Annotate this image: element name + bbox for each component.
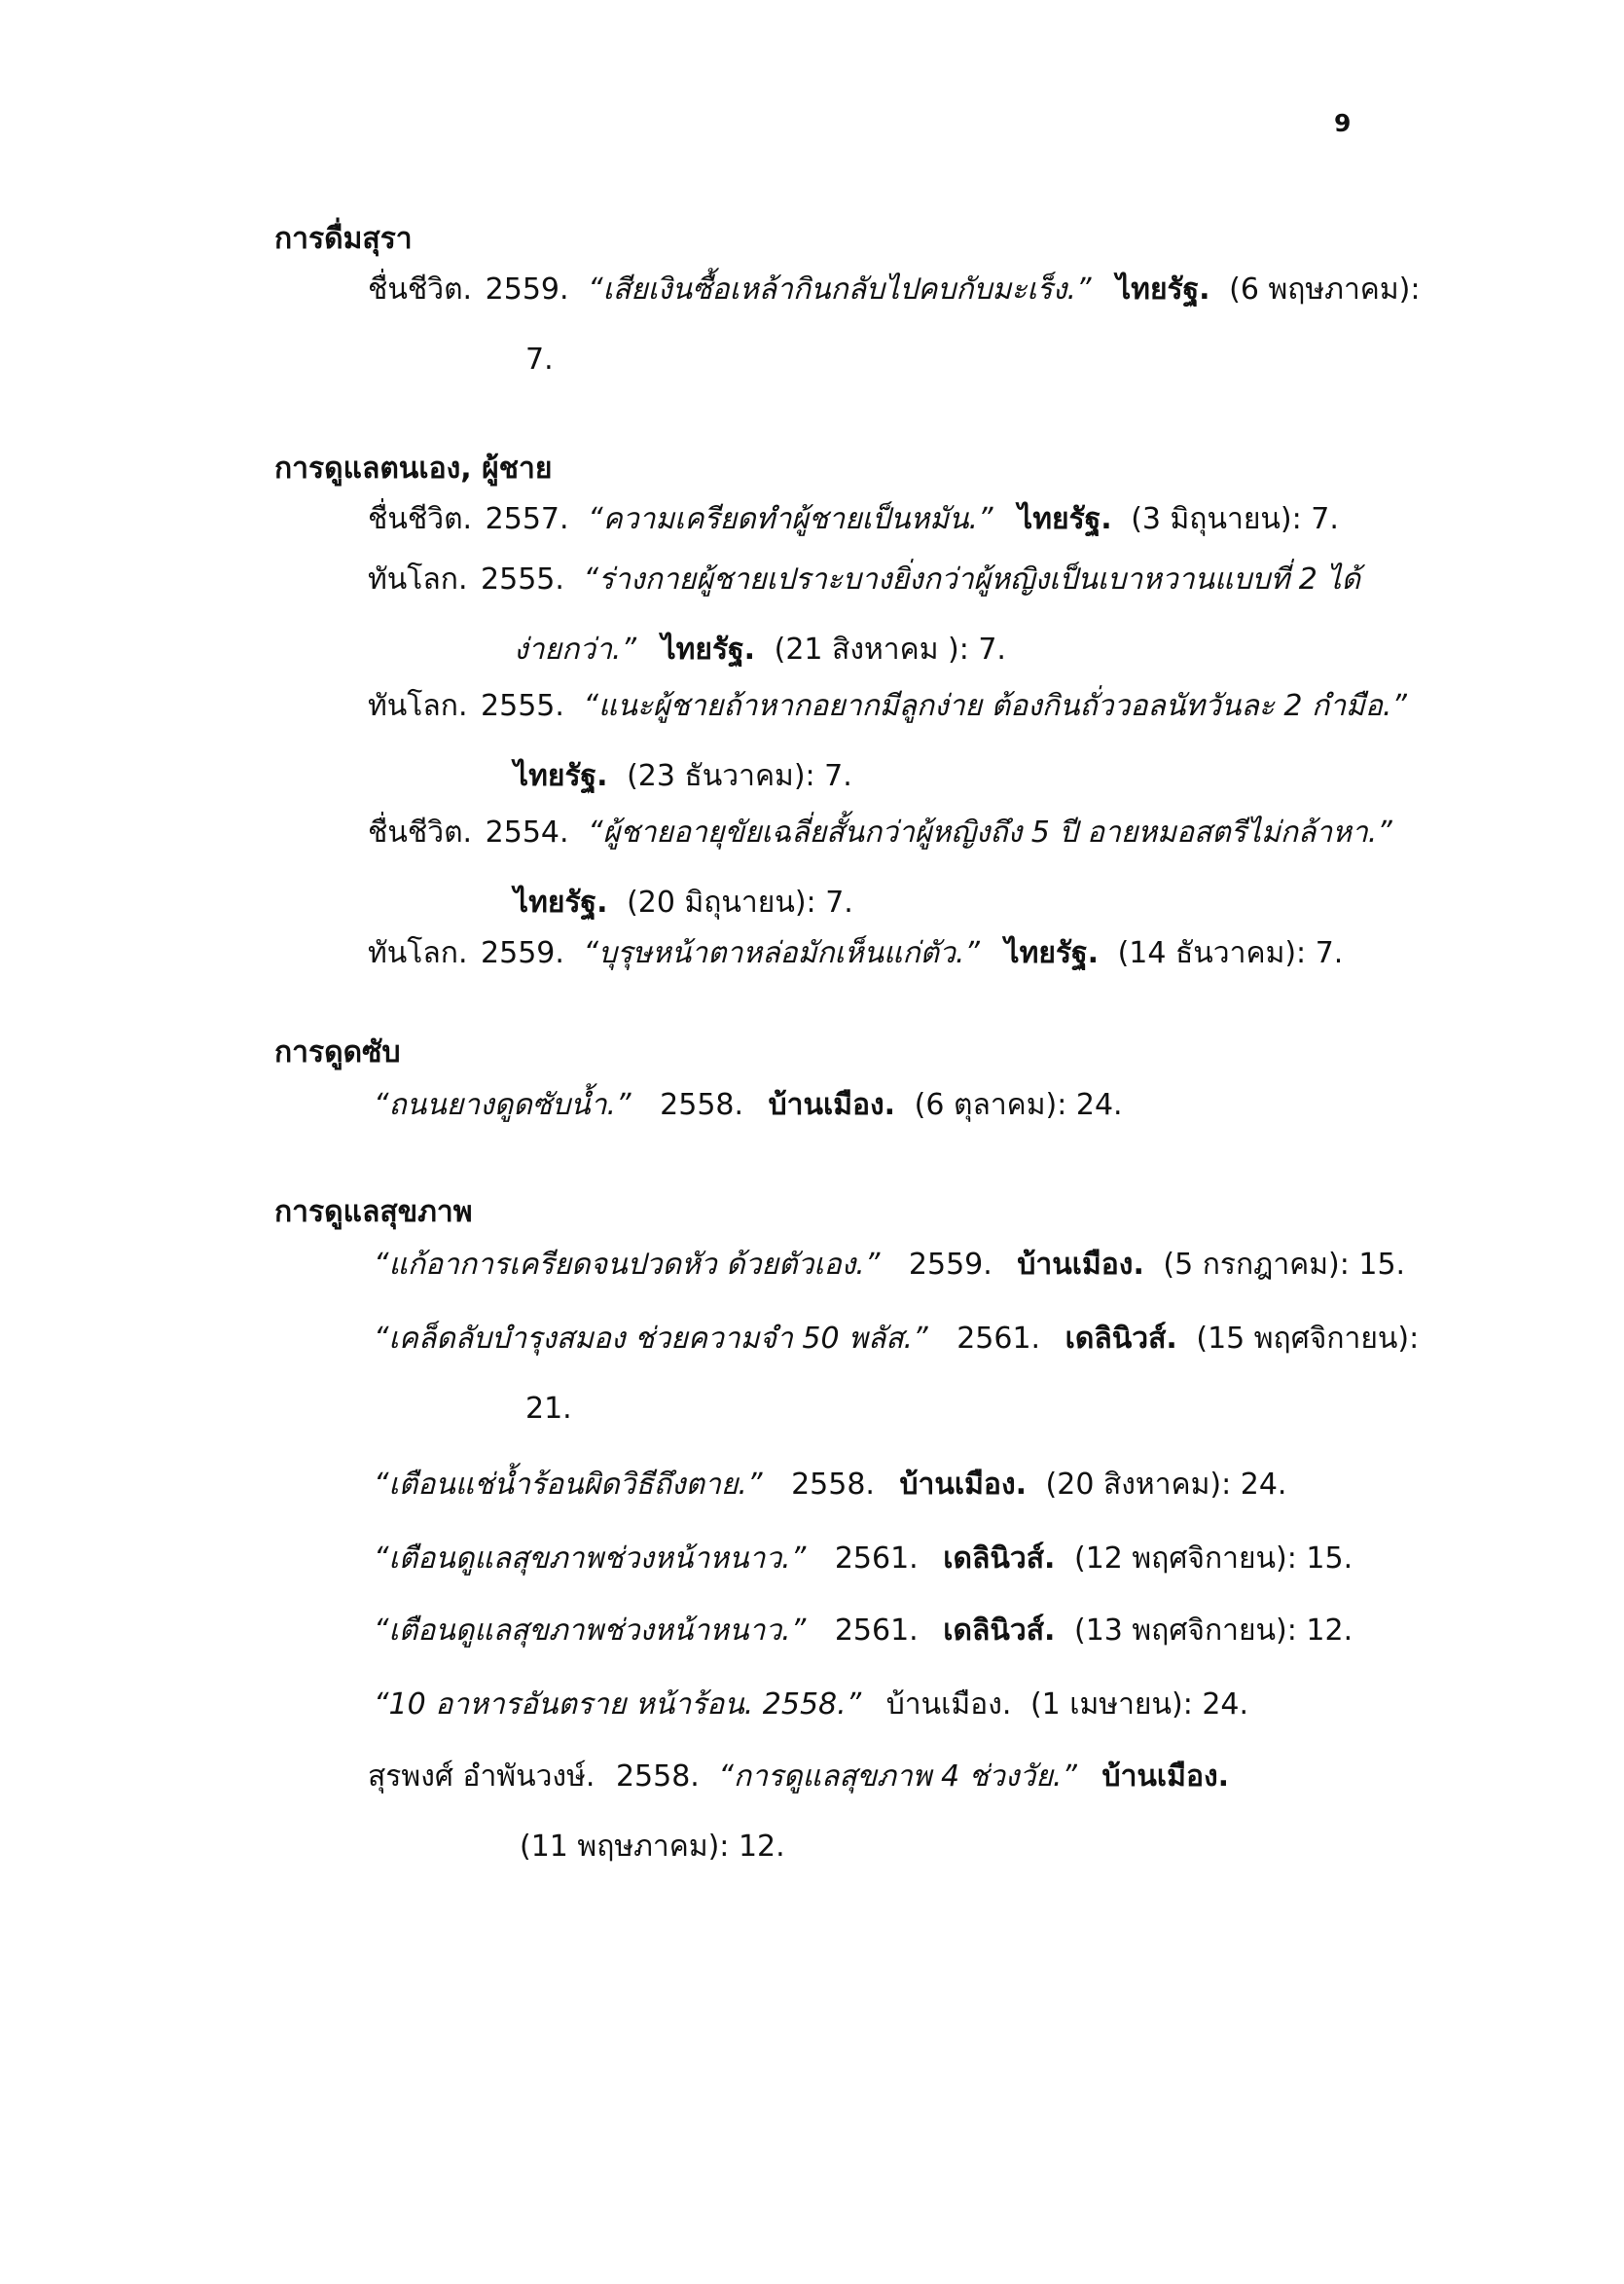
reference-entry — [368, 798, 1392, 938]
reference-entry — [374, 1524, 1353, 1594]
year: 2561. — [956, 1322, 1041, 1356]
date-page: (12 พฤศจิกายน): 15. — [1073, 1541, 1353, 1576]
date-page: (11 พฤษภาคม): 12. — [520, 1830, 785, 1864]
year: 2558. — [615, 1759, 700, 1794]
article-title: “เตือนดูแลสุขภาพช่วงหน้าหนาว.” — [374, 1541, 807, 1576]
section-heading-absorption: การดูดซับ — [274, 1035, 401, 1069]
source: ไทยรัฐ. — [514, 759, 608, 793]
date-page: (6 พฤษภาคม): — [1229, 272, 1421, 307]
article-title: “ถนนยางดูดซับน้ำ.” — [374, 1088, 632, 1122]
author: ทันโลก. — [368, 562, 468, 597]
article-title: “เตือนแช่น้ำร้อนผิดวิธีถึงตาย.” — [374, 1468, 763, 1502]
date-page: (15 พฤศจิกายน): — [1196, 1322, 1420, 1356]
source: ไทยรัฐ. — [1004, 936, 1100, 970]
author: ทันโลก. — [368, 689, 468, 723]
author: ทันโลก. — [368, 936, 468, 970]
source: เดลินิวส์. — [1065, 1322, 1177, 1356]
article-title: “แก้อาการเครียดจนปวดหัว ด้วยตัวเอง.” — [374, 1248, 881, 1282]
reference-entry — [368, 255, 1420, 395]
reference-entry — [368, 545, 1360, 685]
source: บ้านเมือง. — [899, 1468, 1027, 1502]
reference-entry — [368, 671, 1407, 812]
reference-entry — [374, 1670, 1248, 1740]
source: บ้านเมือง. — [768, 1088, 896, 1122]
reference-entry — [368, 919, 1343, 989]
author: ชื่นชีวิต. — [368, 502, 473, 536]
year: 2559. — [485, 272, 569, 307]
section-heading-self-care-men: การดูแลตนเอง, ผู้ชาย — [274, 452, 553, 486]
reference-entry — [374, 1070, 1123, 1141]
section-heading-health-care: การดูแลสุขภาพ — [274, 1195, 473, 1229]
year: 2557. — [485, 502, 569, 536]
year: 2559. — [908, 1248, 992, 1282]
date-page: (20 มิถุนายน): 7. — [627, 886, 853, 920]
date-page: (5 กรกฎาคม): 15. — [1163, 1248, 1406, 1282]
reference-entry — [374, 1230, 1405, 1300]
source: ไทยรัฐ. — [661, 633, 756, 667]
article-title: “การดูแลสุขภาพ 4 ช่วงวัย.” — [718, 1759, 1077, 1794]
author: สุรพงศ์ อำพันวงษ์. — [368, 1759, 595, 1794]
date-page: (3 มิถุนายน): 7. — [1131, 502, 1339, 536]
year: 2558. — [660, 1088, 744, 1122]
date-page: (6 ตุลาคม): 24. — [914, 1088, 1123, 1122]
continuation: 21. — [525, 1392, 572, 1426]
section-heading-drinking: การดื่มสุรา — [274, 222, 413, 256]
source: ไทยรัฐ. — [514, 886, 608, 920]
reference-entry — [374, 1450, 1286, 1520]
article-title: “เตือนดูแลสุขภาพช่วงหน้าหนาว.” — [374, 1613, 807, 1648]
source: ไทยรัฐ. — [1018, 502, 1112, 536]
year: 2561. — [834, 1541, 919, 1576]
article-title: “บุรุษหน้าตาหล่อมักเห็นแก่ตัว.” — [583, 936, 980, 970]
reference-entry — [368, 1742, 1229, 1882]
article-title: “แนะผู้ชายถ้าหากอยากมีลูกง่าย ต้องกินถั่ววอลนัทวันละ 2 กำมือ.” — [583, 689, 1407, 723]
article-title: “10 อาหารอันตราย หน้าร้อน. 2558.” — [374, 1687, 862, 1722]
source: บ้านเมือง. — [1101, 1759, 1230, 1794]
article-title-continued: ง่ายกว่า.” — [514, 633, 637, 667]
article-title: “เสียเงินซื้อเหล้ากินกลับไปคบกับมะเร็ง.” — [588, 272, 1092, 307]
source: เดลินิวส์. — [943, 1613, 1056, 1648]
year: 2561. — [834, 1613, 919, 1648]
author: ชื่นชีวิต. — [368, 816, 473, 850]
source: บ้านเมือง. — [1017, 1248, 1144, 1282]
source: ไทยรัฐ. — [1116, 272, 1210, 307]
year: 2559. — [481, 936, 564, 970]
continuation: 7. — [525, 343, 554, 377]
date-page: (23 ธันวาคม): 7. — [627, 759, 852, 793]
date-page: (20 สิงหาคม): 24. — [1045, 1468, 1287, 1502]
reference-entry — [374, 1596, 1353, 1666]
date-page: (21 สิงหาคม ): 7. — [774, 633, 1006, 667]
source: บ้านเมือง. — [885, 1687, 1012, 1722]
date-page: (1 เมษายน): 24. — [1029, 1687, 1249, 1722]
article-title: “ความเครียดทำผู้ชายเป็นหมัน.” — [588, 502, 993, 536]
author: ชื่นชีวิต. — [368, 272, 473, 307]
source: เดลินิวส์. — [943, 1541, 1056, 1576]
article-title: “เคล็ดลับบำรุงสมอง ช่วยความจำ 50 พลัส.” — [374, 1322, 928, 1356]
reference-entry — [374, 1304, 1419, 1444]
year: 2555. — [481, 562, 564, 597]
year: 2554. — [485, 816, 569, 850]
page-number: 9 — [1334, 109, 1352, 137]
article-title: “ผู้ชายอายุขัยเฉลี่ยสั้นกว่าผู้หญิงถึง 5 ปี อายหมอสตรีไม่กล้าหา.” — [588, 816, 1392, 850]
year: 2555. — [481, 689, 564, 723]
date-page: (13 พฤศจิกายน): 12. — [1073, 1613, 1353, 1648]
date-page: (14 ธันวาคม): 7. — [1117, 936, 1344, 970]
year: 2558. — [791, 1468, 875, 1502]
article-title: “ร่างกายผู้ชายเปราะบางยิ่งกว่าผู้หญิงเป็นเบาหวานแบบที่ 2 ได้ — [583, 562, 1360, 597]
